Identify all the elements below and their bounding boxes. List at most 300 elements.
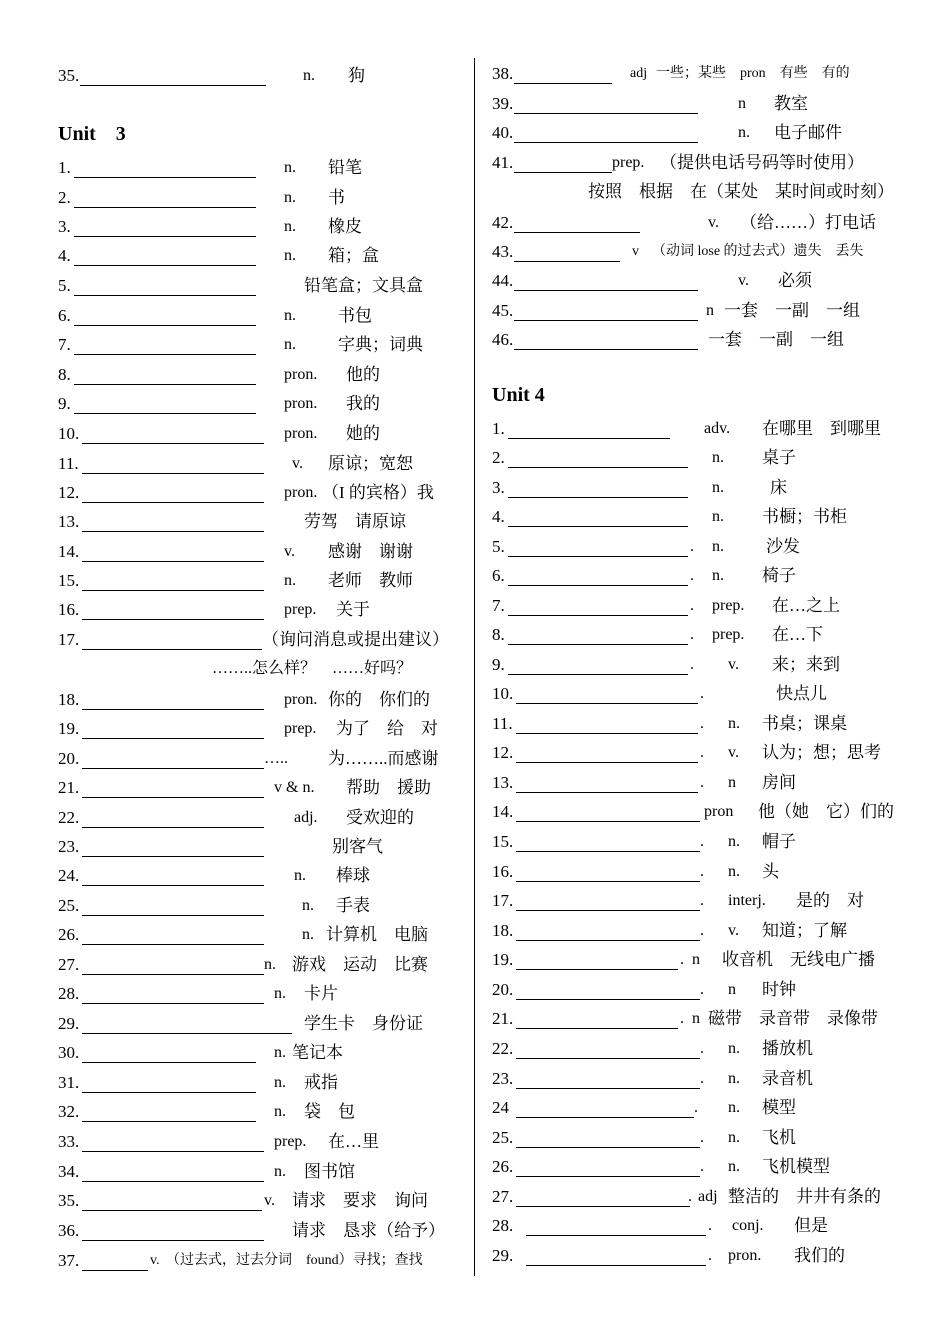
part-of-speech: v. [264, 1192, 275, 1209]
meaning: 别客气 [332, 837, 383, 856]
item-number: 29. [58, 1014, 80, 1033]
item-number: 9. [58, 394, 71, 413]
part-of-speech: n [728, 981, 736, 998]
answer-blank[interactable] [82, 628, 262, 652]
meaning: 字典；词典 [338, 335, 423, 354]
part-of-speech: n. [284, 572, 296, 589]
answer-blank[interactable] [516, 919, 700, 943]
answer-blank[interactable] [516, 860, 700, 884]
part-of-speech: pron [704, 803, 734, 820]
item-number: 40. [492, 123, 514, 142]
answer-blank[interactable] [74, 156, 256, 180]
blank-dot: . [700, 1040, 704, 1057]
meaning: 床 [770, 478, 787, 497]
answer-blank[interactable] [508, 446, 688, 470]
item-number: 38. [492, 64, 514, 83]
item-number: 9. [492, 655, 505, 674]
answer-blank[interactable] [82, 747, 264, 771]
item-number: 23. [58, 837, 80, 856]
part-of-speech: n [692, 1010, 700, 1027]
item-number: 14. [492, 802, 514, 821]
blank-dot: . [700, 922, 704, 939]
answer-blank[interactable] [82, 1160, 264, 1184]
part-of-speech: n. [728, 1158, 740, 1175]
answer-blank[interactable] [526, 1214, 706, 1238]
part-of-speech: n. [284, 189, 296, 206]
meaning: 戒指 [304, 1073, 338, 1092]
answer-blank[interactable] [80, 64, 266, 88]
answer-blank[interactable] [516, 682, 698, 706]
answer-blank[interactable] [508, 505, 688, 529]
meaning: 感谢 谢谢 [328, 542, 413, 561]
unit-4-heading: Unit 4 [492, 384, 545, 406]
meaning: 快点儿 [776, 684, 827, 703]
meaning: 录音机 [762, 1069, 813, 1088]
meaning: 箱；盒 [328, 246, 379, 265]
part-of-speech: n. [284, 218, 296, 235]
answer-blank[interactable] [514, 62, 612, 86]
meaning: 磁带 录音带 录像带 [708, 1009, 878, 1028]
answer-blank[interactable] [82, 422, 264, 446]
item-number: 34. [58, 1162, 80, 1181]
unit-3-heading: Unit 3 [58, 123, 126, 145]
part-of-speech: n. [274, 1103, 286, 1120]
part-of-speech: n. [712, 508, 724, 525]
meaning: 原谅；宽恕 [328, 454, 413, 473]
meaning: 书橱；书柜 [762, 507, 847, 526]
item-number: 27. [58, 955, 80, 974]
part-of-speech: adv. [704, 420, 731, 437]
meaning: 帽子 [762, 832, 796, 851]
meaning: 但是 [794, 1216, 828, 1235]
answer-blank[interactable] [514, 328, 698, 352]
meaning: 一套 一副 一组 [724, 301, 860, 320]
part-of-speech: n. [274, 1074, 286, 1091]
answer-blank[interactable] [82, 598, 264, 622]
item-number: 4. [58, 246, 71, 265]
meaning: 笔记本 [292, 1043, 343, 1062]
answer-blank[interactable] [82, 1012, 292, 1036]
meaning: 手表 [336, 896, 370, 915]
part-of-speech: n. [294, 867, 306, 884]
item-number: 32. [58, 1102, 80, 1121]
answer-blank[interactable] [82, 717, 264, 741]
answer-blank[interactable] [82, 510, 264, 534]
answer-blank[interactable] [516, 889, 700, 913]
blank-dot: . [700, 744, 704, 761]
meaning: 来；来到 [772, 655, 840, 674]
item-number: 16. [58, 600, 80, 619]
meaning: 图书馆 [304, 1162, 355, 1181]
item-number: 43. [492, 242, 514, 261]
meaning: 必须 [778, 271, 812, 290]
answer-blank[interactable] [74, 244, 256, 268]
meaning: 房间 [762, 773, 796, 792]
meaning: 椅子 [762, 566, 796, 585]
part-of-speech: n. [284, 336, 296, 353]
item-number: 11. [492, 714, 513, 733]
meaning: （I 的宾格）我 [322, 483, 434, 502]
item-number: 20. [58, 749, 80, 768]
answer-blank[interactable] [516, 771, 698, 795]
answer-blank[interactable] [82, 1189, 262, 1213]
item-number: 15. [492, 832, 514, 851]
item-number: 28. [492, 1216, 514, 1235]
item-number: 42. [492, 213, 514, 232]
answer-blank[interactable] [82, 1219, 264, 1243]
answer-blank[interactable] [82, 806, 264, 830]
part-of-speech: n. [728, 715, 740, 732]
answer-blank[interactable] [82, 569, 264, 593]
answer-blank[interactable] [516, 1126, 700, 1150]
answer-blank[interactable] [508, 653, 688, 677]
answer-blank[interactable] [516, 1185, 690, 1209]
blank-dot: . [700, 1129, 704, 1146]
entry-41-continuation: 按照 根据 在（某处 某时间或时刻） [588, 182, 894, 201]
part-of-speech: n. [274, 985, 286, 1002]
item-number: 20. [492, 980, 514, 999]
answer-blank[interactable] [74, 215, 256, 239]
meaning: 请求 恳求（给予） [292, 1221, 445, 1240]
item-number: 5. [492, 537, 505, 556]
answer-blank[interactable] [526, 1244, 706, 1268]
answer-blank[interactable] [82, 1071, 256, 1095]
meaning: 认为；想；思考 [762, 743, 881, 762]
answer-blank[interactable] [82, 894, 264, 918]
answer-blank[interactable] [82, 923, 264, 947]
part-of-speech: v. [708, 214, 719, 231]
item-number: 2. [492, 448, 505, 467]
answer-blank[interactable] [74, 333, 256, 357]
answer-blank[interactable] [82, 452, 264, 476]
meaning: 他（她 它）们的 [758, 802, 894, 821]
item-number: 26. [492, 1157, 514, 1176]
part-of-speech: prep. [284, 601, 317, 618]
meaning: 受欢迎的 [346, 808, 414, 827]
part-of-speech: v. [292, 455, 303, 472]
part-of-speech: n. [284, 307, 296, 324]
item-number: 2. [58, 188, 71, 207]
answer-blank[interactable] [514, 240, 620, 264]
meaning: 为……..而感谢 [328, 749, 439, 768]
part-of-speech: n. [284, 159, 296, 176]
part-of-speech: adj. [294, 809, 318, 826]
meaning: 时钟 [762, 980, 796, 999]
answer-blank[interactable] [508, 476, 688, 500]
meaning: 在哪里 到哪里 [762, 419, 881, 438]
answer-blank[interactable] [82, 1130, 264, 1154]
answer-blank[interactable] [508, 594, 688, 618]
item-number: 46. [492, 330, 514, 349]
meaning: 我的 [346, 394, 380, 413]
part-of-speech: n [738, 95, 746, 112]
answer-blank[interactable] [514, 299, 698, 323]
item-number: 18. [58, 690, 80, 709]
part-of-speech: pron. [284, 395, 318, 412]
meaning: 帮助 援助 [346, 778, 431, 797]
meaning: 模型 [762, 1098, 796, 1117]
item-number: 1. [58, 158, 71, 177]
item-number: 5. [58, 276, 71, 295]
part-of-speech: v [632, 244, 639, 259]
item-number: 19. [58, 719, 80, 738]
part-of-speech: n. [712, 449, 724, 466]
item-number: 22. [58, 808, 80, 827]
answer-blank[interactable] [82, 1249, 148, 1273]
item-number: 8. [492, 625, 505, 644]
meaning: 棒球 [336, 866, 370, 885]
answer-blank[interactable] [82, 776, 264, 800]
item-number: 44. [492, 271, 514, 290]
blank-dot: . [700, 863, 704, 880]
blank-dot: . [700, 833, 704, 850]
meaning: 飞机 [762, 1128, 796, 1147]
meaning: 在…之上 [772, 596, 840, 615]
item-number: 37. [58, 1251, 80, 1270]
meaning: 老师 教师 [328, 571, 413, 590]
part-of-speech: adj [698, 1188, 718, 1205]
answer-blank[interactable] [74, 392, 256, 416]
answer-blank[interactable] [508, 623, 688, 647]
answer-blank[interactable] [516, 712, 698, 736]
blank-dot: . [700, 685, 704, 702]
answer-blank[interactable] [516, 948, 678, 972]
blank-dot: . [680, 1010, 684, 1027]
answer-blank[interactable] [514, 92, 698, 116]
meaning: 劳驾 请原谅 [304, 512, 406, 531]
item-number: 23. [492, 1069, 514, 1088]
part-of-speech: n. [302, 897, 314, 914]
meaning: （过去式，过去分词 found）寻找；查找 [166, 1253, 423, 1268]
item-number: 7. [58, 335, 71, 354]
item-number: 4. [492, 507, 505, 526]
item-number: 27. [492, 1187, 514, 1206]
meaning: 计算机 电脑 [326, 925, 428, 944]
answer-blank[interactable] [508, 535, 688, 559]
meaning: 你的 你们的 [328, 690, 430, 709]
meaning: 在…里 [328, 1132, 379, 1151]
answer-blank[interactable] [82, 953, 264, 977]
item-number: 10. [58, 424, 80, 443]
part-of-speech: n [728, 774, 736, 791]
meaning: 我们的 [794, 1246, 845, 1265]
meaning: 她的 [346, 424, 380, 443]
answer-blank[interactable] [82, 835, 264, 859]
answer-blank[interactable] [516, 1096, 694, 1120]
answer-blank[interactable] [516, 978, 700, 1002]
meaning: 书包 [338, 306, 372, 325]
meaning: （询问消息或提出建议） [262, 630, 449, 649]
blank-dot: . [700, 774, 704, 791]
part-of-speech: n. [728, 1040, 740, 1057]
part-of-speech: n. [264, 956, 276, 973]
item-number: 31. [58, 1073, 80, 1092]
blank-dot: . [708, 1217, 712, 1234]
answer-blank[interactable] [516, 1007, 678, 1031]
part-of-speech: n. [712, 479, 724, 496]
item-number: 21. [58, 778, 80, 797]
part-of-speech: prep. [612, 154, 645, 171]
part-of-speech: n. [302, 926, 314, 943]
item-number: 12. [58, 483, 80, 502]
answer-blank[interactable] [516, 830, 700, 854]
part-of-speech: pron. [728, 1247, 762, 1264]
part-of-speech: n. [728, 833, 740, 850]
blank-dot: . [708, 1247, 712, 1264]
meaning: 卡片 [304, 984, 338, 1003]
part-of-speech: n. [712, 538, 724, 555]
meaning: 电子邮件 [774, 123, 842, 142]
item-number: 11. [58, 454, 79, 473]
entry-17-continuation: ……..怎么样？ ……好吗？ [212, 660, 413, 677]
part-of-speech: v. [728, 656, 739, 673]
blank-dot: . [700, 1158, 704, 1175]
blank-dot: . [700, 1070, 704, 1087]
answer-blank[interactable] [82, 540, 264, 564]
meaning: 书桌；课桌 [762, 714, 847, 733]
meaning: 为了 给 对 [336, 719, 438, 738]
item-number: 24 [492, 1098, 509, 1117]
meaning: 在…下 [772, 625, 823, 644]
part-of-speech: n. [303, 67, 315, 84]
meaning: 袋 包 [304, 1102, 355, 1121]
item-number: 35. [58, 66, 80, 85]
item-number: 13. [58, 512, 80, 531]
answer-blank[interactable] [514, 121, 698, 145]
item-number: 13. [492, 773, 514, 792]
column-divider [474, 58, 475, 1276]
item-number: 36. [58, 1221, 80, 1240]
item-number: 22. [492, 1039, 514, 1058]
part-of-speech: adj [630, 66, 648, 81]
answer-blank[interactable] [514, 269, 698, 293]
item-number: 8. [58, 365, 71, 384]
meaning: 他的 [346, 365, 380, 384]
part-of-speech: v. [728, 744, 739, 761]
blank-dot: . [690, 656, 694, 673]
answer-blank[interactable] [82, 1041, 256, 1065]
part-of-speech: n. [274, 1044, 286, 1061]
blank-dot: . [700, 981, 704, 998]
answer-blank[interactable] [508, 564, 688, 588]
answer-blank[interactable] [82, 864, 264, 888]
answer-blank[interactable] [514, 151, 612, 175]
item-number: 41. [492, 153, 514, 172]
blank-dot: . [690, 538, 694, 555]
item-number: 28. [58, 984, 80, 1003]
meaning: （给……）打电话 [740, 213, 876, 232]
item-number: 6. [492, 566, 505, 585]
answer-blank[interactable] [508, 417, 670, 441]
part-of-speech: prep. [712, 626, 745, 643]
item-number: 1. [492, 419, 505, 438]
item-number: 29. [492, 1246, 514, 1265]
answer-blank[interactable] [82, 982, 264, 1006]
meaning: 知道；了解 [762, 921, 847, 940]
meaning: 关于 [336, 600, 370, 619]
item-number: 24. [58, 866, 80, 885]
part-of-speech: n. [728, 1070, 740, 1087]
item-number: 25. [58, 896, 80, 915]
part-of-speech: ….. [264, 750, 288, 767]
part-of-speech: prep. [712, 597, 745, 614]
item-number: 16. [492, 862, 514, 881]
answer-blank[interactable] [82, 1100, 256, 1124]
meaning: 整洁的 井井有条的 [728, 1187, 881, 1206]
answer-blank[interactable] [516, 741, 698, 765]
part-of-speech: v. [738, 272, 749, 289]
item-number: 14. [58, 542, 80, 561]
item-number: 30. [58, 1043, 80, 1062]
meaning: 学生卡 身份证 [304, 1014, 423, 1033]
meaning: 是的 对 [796, 891, 864, 910]
meaning: 收音机 无线电广播 [722, 950, 875, 969]
blank-dot: . [694, 1099, 698, 1116]
meaning: （动词 lose 的过去式）遗失 丢失 [652, 244, 864, 259]
item-number: 3. [492, 478, 505, 497]
meaning: 游戏 运动 比赛 [292, 955, 428, 974]
part-of-speech: v & n. [274, 779, 315, 796]
part-of-speech: prep. [274, 1133, 307, 1150]
part-of-speech: interj. [728, 892, 766, 909]
answer-blank[interactable] [74, 274, 256, 298]
answer-blank[interactable] [74, 304, 256, 328]
item-number: 3. [58, 217, 71, 236]
answer-blank[interactable] [516, 1067, 700, 1091]
answer-blank[interactable] [514, 211, 640, 235]
part-of-speech: prep. [284, 720, 317, 737]
item-number: 17. [58, 630, 80, 649]
item-number: 18. [492, 921, 514, 940]
item-number: 12. [492, 743, 514, 762]
item-number: 45. [492, 301, 514, 320]
answer-blank[interactable] [516, 1037, 700, 1061]
meaning: 铅笔盒；文具盒 [304, 276, 423, 295]
part-of-speech: v. [150, 1253, 160, 1268]
answer-blank[interactable] [74, 363, 256, 387]
part-of-speech: n. [728, 863, 740, 880]
item-number: 15. [58, 571, 80, 590]
answer-blank[interactable] [82, 688, 264, 712]
meaning: 请求 要求 询问 [292, 1191, 428, 1210]
item-number: 19. [492, 950, 514, 969]
blank-dot: . [700, 715, 704, 732]
meaning: 书 [328, 188, 345, 207]
part-of-speech: n. [728, 1129, 740, 1146]
answer-blank[interactable] [74, 186, 256, 210]
meaning: （提供电话号码等时使用） [660, 153, 864, 172]
meaning: 桌子 [762, 448, 796, 467]
meaning: 铅笔 [328, 158, 362, 177]
part-of-speech: n [692, 951, 700, 968]
part-of-speech: n [706, 302, 714, 319]
item-number: 35. [58, 1191, 80, 1210]
item-number: 21. [492, 1009, 514, 1028]
blank-dot: . [688, 1188, 692, 1205]
part-of-speech: v. [728, 922, 739, 939]
answer-blank[interactable] [82, 481, 264, 505]
blank-dot: . [690, 626, 694, 643]
answer-blank[interactable] [516, 1155, 700, 1179]
meaning: 教室 [774, 94, 808, 113]
meaning: 狗 [348, 66, 365, 85]
answer-blank[interactable] [516, 800, 700, 824]
blank-dot: . [680, 951, 684, 968]
meaning: 飞机模型 [762, 1157, 830, 1176]
item-number: 10. [492, 684, 514, 703]
blank-dot: . [690, 567, 694, 584]
part-of-speech: pron. [284, 691, 318, 708]
